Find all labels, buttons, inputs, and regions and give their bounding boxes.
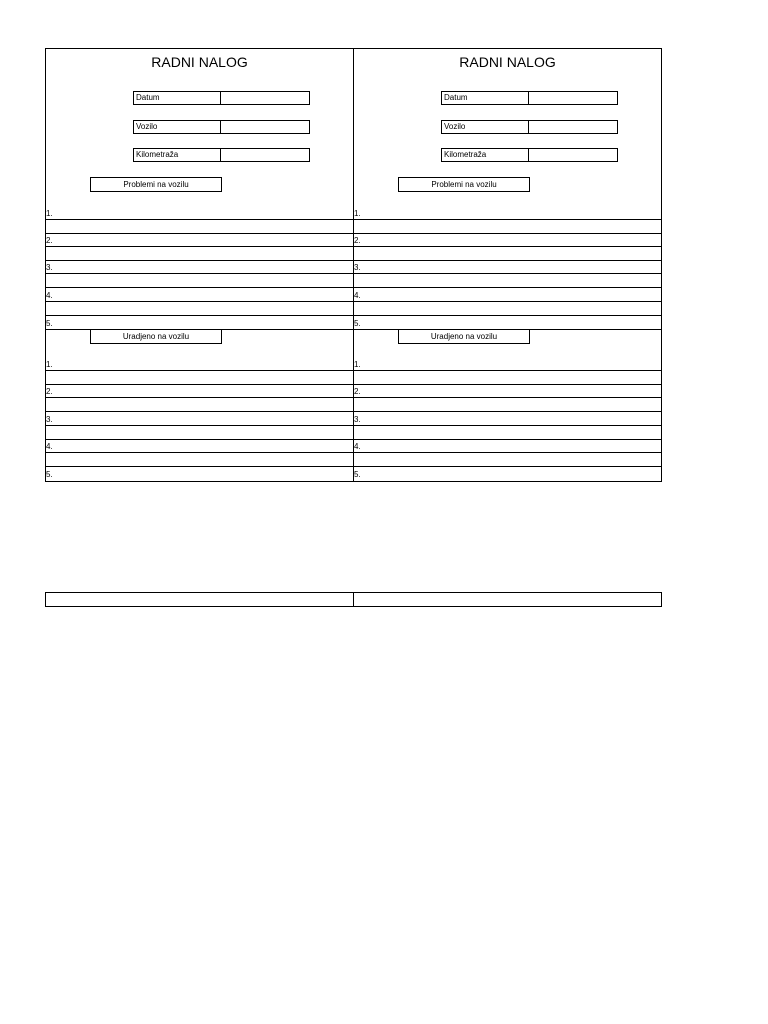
row-line [46,246,353,247]
work-order-panel-left [46,49,353,481]
row-line [46,233,353,234]
row-line [354,287,661,288]
footer-strip [45,592,662,607]
footer-cell-right [354,593,660,606]
done-row-number: 5. [354,470,361,479]
row-line [46,439,353,440]
work-order-panel-right [354,49,661,481]
kilometraza-label: Kilometraža [441,148,529,162]
row-line [46,273,353,274]
problem-row-number: 3. [354,263,361,272]
row-line [46,370,353,371]
done-row-number: 4. [354,442,361,451]
row-line [354,315,661,316]
row-line [354,425,661,426]
row-line [354,466,661,467]
vozilo-input[interactable] [529,120,618,134]
vozilo-input[interactable] [221,120,310,134]
done-row-number: 4. [46,442,53,451]
done-row-number: 3. [46,415,53,424]
problem-row-number: 3. [46,263,53,272]
problem-row-number: 1. [46,209,53,218]
row-line [46,411,353,412]
problem-row-number: 5. [354,319,361,328]
row-line [354,233,661,234]
datum-input[interactable] [529,91,618,105]
work-order-sheet [45,48,662,482]
problem-row-number: 2. [46,236,53,245]
row-line [46,384,353,385]
row-line [46,301,353,302]
datum-label: Datum [441,91,529,105]
row-line [46,425,353,426]
row-line [354,370,661,371]
done-section-label: Uradjeno na vozilu [398,329,530,344]
datum-label: Datum [133,91,221,105]
row-line [46,260,353,261]
row-line [46,315,353,316]
done-row-number: 1. [46,360,53,369]
problem-row-number: 4. [46,291,53,300]
row-line [354,439,661,440]
done-row-number: 2. [46,387,53,396]
row-line [354,219,661,220]
done-row-number: 5. [46,470,53,479]
kilometraza-input[interactable] [529,148,618,162]
row-line [46,397,353,398]
row-line [354,246,661,247]
problem-row-number: 1. [354,209,361,218]
row-line [46,219,353,220]
row-line [46,287,353,288]
vozilo-label: Vozilo [133,120,221,134]
done-row-number: 1. [354,360,361,369]
done-section-label: Uradjeno na vozilu [90,329,222,344]
row-line [354,452,661,453]
done-row-number: 3. [354,415,361,424]
kilometraza-label: Kilometraža [133,148,221,162]
row-line [354,397,661,398]
problems-section-label: Problemi na vozilu [90,177,222,192]
problem-row-number: 2. [354,236,361,245]
row-line [46,466,353,467]
row-line [354,301,661,302]
problems-section-label: Problemi na vozilu [398,177,530,192]
row-line [46,452,353,453]
datum-input[interactable] [221,91,310,105]
form-title: RADNI NALOG [151,54,248,70]
footer-cell-left [46,593,354,606]
kilometraza-input[interactable] [221,148,310,162]
done-row-number: 2. [354,387,361,396]
row-line [354,384,661,385]
vozilo-label: Vozilo [441,120,529,134]
problem-row-number: 4. [354,291,361,300]
row-line [354,273,661,274]
row-line [354,260,661,261]
form-title: RADNI NALOG [459,54,556,70]
row-line [354,411,661,412]
problem-row-number: 5. [46,319,53,328]
